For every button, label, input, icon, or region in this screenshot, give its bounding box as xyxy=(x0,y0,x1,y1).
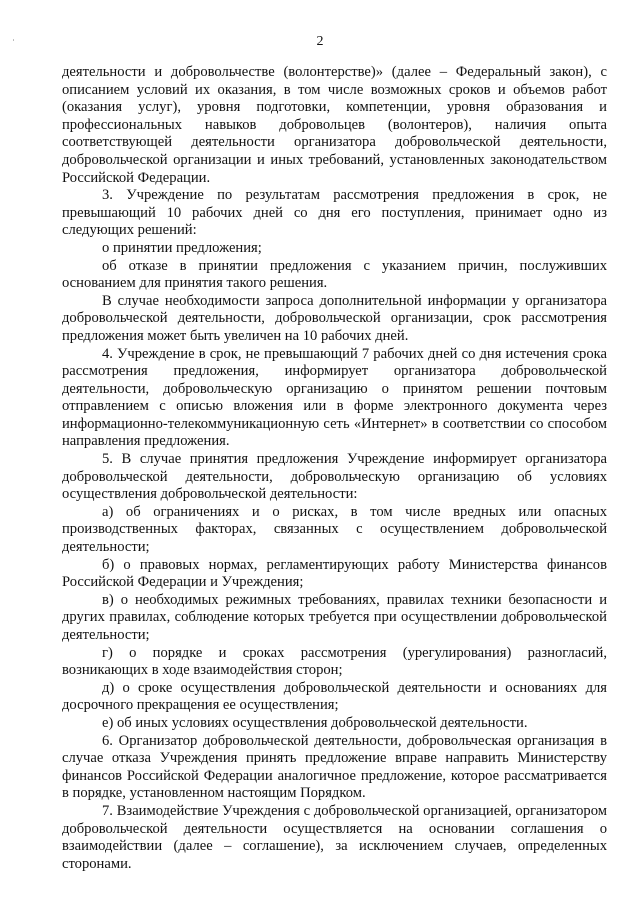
paragraph-7: 7. Взаимодействие Учреждения с добровольческой организацией, организатором добровольческой деятельности осуществляется на основании соглашения о взаимодействии (далее – соглашение), за исключением случаев, определенных сторонами. xyxy=(62,802,607,872)
paragraph-5-item-g: г) о порядке и сроках рассмотрения (урегулирования) разногласий, возникающих в ходе взаимодействия сторон; xyxy=(62,644,607,679)
paragraph-3: 3. Учреждение по результатам рассмотрения предложения в срок, не превышающий 10 рабочих дней со дня его поступления, принимает одно из следующих решений: xyxy=(62,187,607,239)
paragraph-5-item-d: д) о сроке осуществления добровольческой деятельности и основаниях для досрочного прекращения ее осуществления; xyxy=(62,679,607,714)
paragraph-5-item-b: б) о правовых нормах, регламентирующих работу Министерства финансов Российской Федерации и Учреждения; xyxy=(62,556,607,591)
paragraph-3-option-accept: о принятии предложения; xyxy=(102,239,262,256)
paragraph-3-extension: В случае необходимости запроса дополнительной информации у организатора добровольческой деятельности, добровольческой организации, срок рассмотрения предложения может быть увеличен на 10 рабочих дней. xyxy=(62,292,607,344)
paragraph-5: 5. В случае принятия предложения Учреждение информирует организатора добровольческой деятельности, добровольческую организацию об условиях осуществления добровольческой деятельности: xyxy=(62,451,607,503)
document-body xyxy=(62,64,607,873)
paragraph-5-item-v: в) о необходимых режимных требованиях, правилах техники безопасности и других правилах, соблюдение которых требуется при осуществлении добровольческой деятельности; xyxy=(62,591,607,643)
paragraph-3-option-reject: об отказе в принятии предложения с указанием причин, послуживших основанием для принятия такого решения. xyxy=(62,257,607,292)
paragraph-continuation: деятельности и добровольчестве (волонтерстве)» (далее – Федеральный закон), с описанием условий их оказания, в том числе возможных сроков и объемов работ (оказания услуг), уровня подготовки, компетенции, уровня образования и профессиональных навыков добровольцев (волонтеров), наличия опыта соответствующей деятельности организатора добровольческой деятельности, добровольческой организации и иных требований, установленных законодательством Российской Федерации. xyxy=(62,64,607,186)
scan-mark: ˙ xyxy=(12,38,15,48)
paragraph-6: 6. Организатор добровольческой деятельности, добровольческая организация в случае отказа Учреждения принять предложение вправе направить Министерству финансов Российской Федерации аналогичное предложение, которое рассматривается в порядке, установленном настоящим Порядком. xyxy=(62,732,607,802)
paragraph-4: 4. Учреждение в срок, не превышающий 7 рабочих дней со дня истечения срока рассмотрения предложения, информирует организатора добровольческой деятельности, добровольческую организацию о принятом решении почтовым отправлением с описью вложения или в форме электронного документа через информационно-телекоммуникационную сеть «Интернет» в соответствии со способом направления предложения. xyxy=(62,345,607,450)
paragraph-5-item-e: е) об иных условиях осуществления добровольческой деятельности. xyxy=(102,714,528,731)
page-number: 2 xyxy=(316,34,324,49)
paragraph-5-item-a: а) об ограничениях и о рисках, в том числе вредных или опасных производственных факторах, связанных с осуществлением добровольческой деятельности; xyxy=(62,503,607,556)
